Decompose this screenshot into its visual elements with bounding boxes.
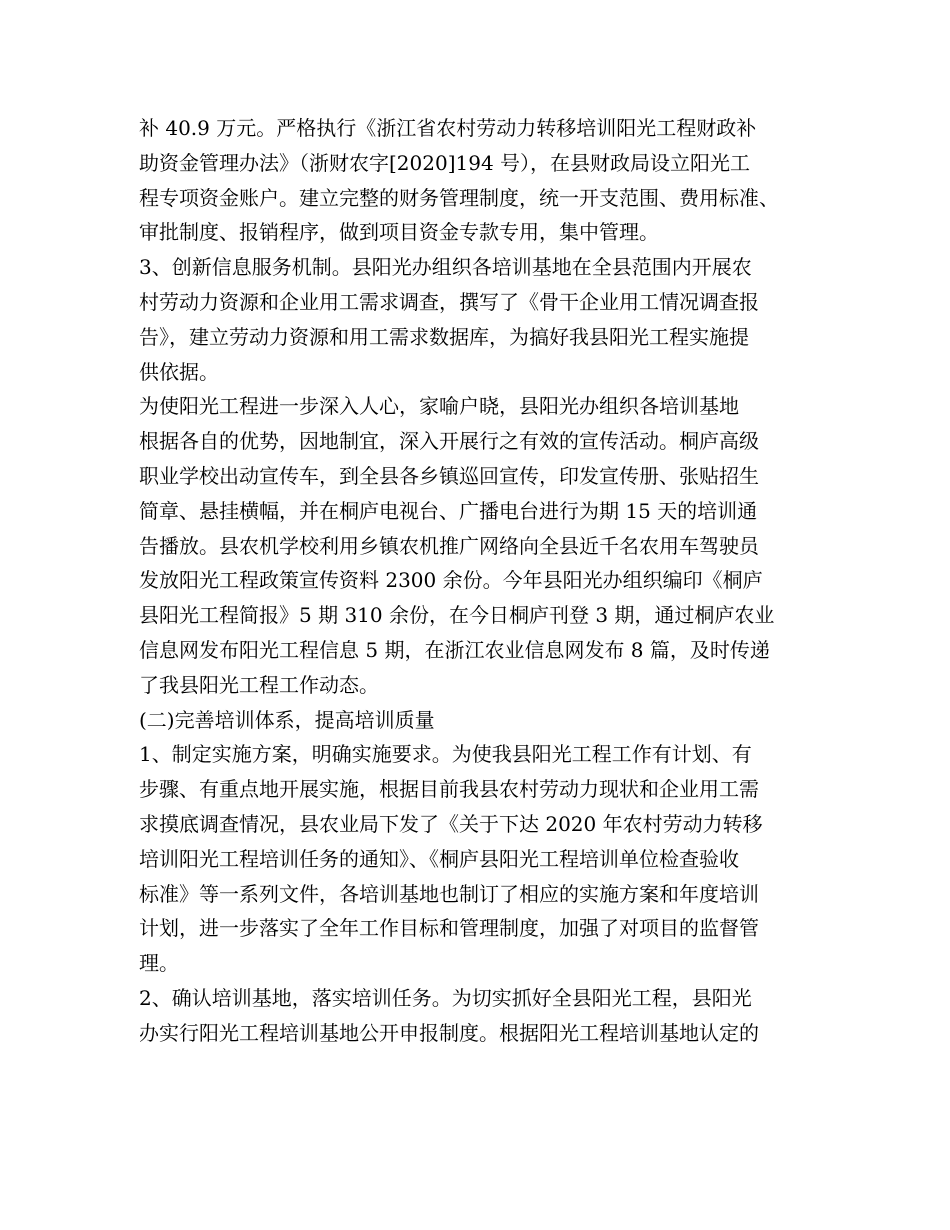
text-line: 告》，建立劳动力资源和用工需求数据库，为搞好我县阳光工程实施提 bbox=[139, 324, 749, 349]
text-line: 程专项资金账户。建立完整的财务管理制度，统一开支范围、费用标准、 bbox=[139, 185, 779, 210]
text-line: 供依据。 bbox=[139, 359, 219, 384]
text-line: 审批制度、报销程序，做到项目资金专款专用，集中管理。 bbox=[139, 220, 659, 245]
text-line: 补 40.9 万元。严格执行《浙江省农村劳动力转移培训阳光工程财政补 bbox=[139, 116, 757, 140]
text-line: 助资金管理办法》（浙财农字[2020]194 号），在县财政局设立阳光工 bbox=[139, 150, 751, 175]
text-line: 1、制定实施方案，明确实施要求。为使我县阳光工程工作有计划、有 bbox=[139, 742, 752, 767]
text-line: 步骤、有重点地开展实施，根据目前我县农村劳动力现状和企业用工需 bbox=[139, 777, 759, 802]
text-line: 计划，进一步落实了全年工作目标和管理制度，加强了对项目的监督管 bbox=[139, 916, 759, 941]
text-line: 办实行阳光工程培训基地公开申报制度。根据阳光工程培训基地认定的 bbox=[139, 1020, 759, 1045]
text-line: 告播放。县农机学校利用乡镇农机推广网络向全县近千名农用车驾驶员 bbox=[139, 533, 759, 558]
text-line: 发放阳光工程政策宣传资料 2300 余份。今年县阳光办组织编印《桐庐 bbox=[139, 568, 763, 593]
text-line: 职业学校出动宣传车，到全县各乡镇巡回宣传，印发宣传册、张贴招生 bbox=[139, 463, 759, 488]
text-line: 标准》等一系列文件，各培训基地也制订了相应的实施方案和年度培训 bbox=[139, 881, 759, 906]
text-line: 简章、悬挂横幅，并在桐庐电视台、广播电台进行为期 15 天的培训通 bbox=[139, 498, 758, 523]
text-line: 为使阳光工程进一步深入人心，家喻户晓，县阳光办组织各培训基地 bbox=[139, 394, 739, 419]
text-line: 县阳光工程简报》5 期 310 余份，在今日桐庐刊登 3 期，通过桐庐农业 bbox=[139, 603, 775, 628]
text-line: 培训阳光工程培训任务的通知》、《桐庐县阳光工程培训单位检查验收 bbox=[139, 846, 739, 871]
body-text bbox=[139, 111, 839, 1051]
text-line: 3、创新信息服务机制。县阳光办组织各培训基地在全县范围内开展农 bbox=[139, 255, 752, 280]
text-line: 2、确认培训基地，落实培训任务。为切实抓好全县阳光工程，县阳光 bbox=[139, 985, 752, 1010]
text-line: 理。 bbox=[139, 951, 179, 976]
text-line: 信息网发布阳光工程信息 5 期，在浙江农业信息网发布 8 篇，及时传递 bbox=[139, 637, 770, 662]
text-line: 求摸底调查情况，县农业局下发了《关于下达 2020 年农村劳动力转移 bbox=[139, 811, 763, 836]
text-line: 了我县阳光工程工作动态。 bbox=[139, 672, 379, 697]
section-heading: (二)完善培训体系，提高培训质量 bbox=[139, 707, 435, 732]
text-line: 村劳动力资源和企业用工需求调查，撰写了《骨干企业用工情况调查报 bbox=[139, 289, 759, 314]
text-line: 根据各自的优势，因地制宜，深入开展行之有效的宣传活动。桐庐高级 bbox=[139, 429, 759, 454]
